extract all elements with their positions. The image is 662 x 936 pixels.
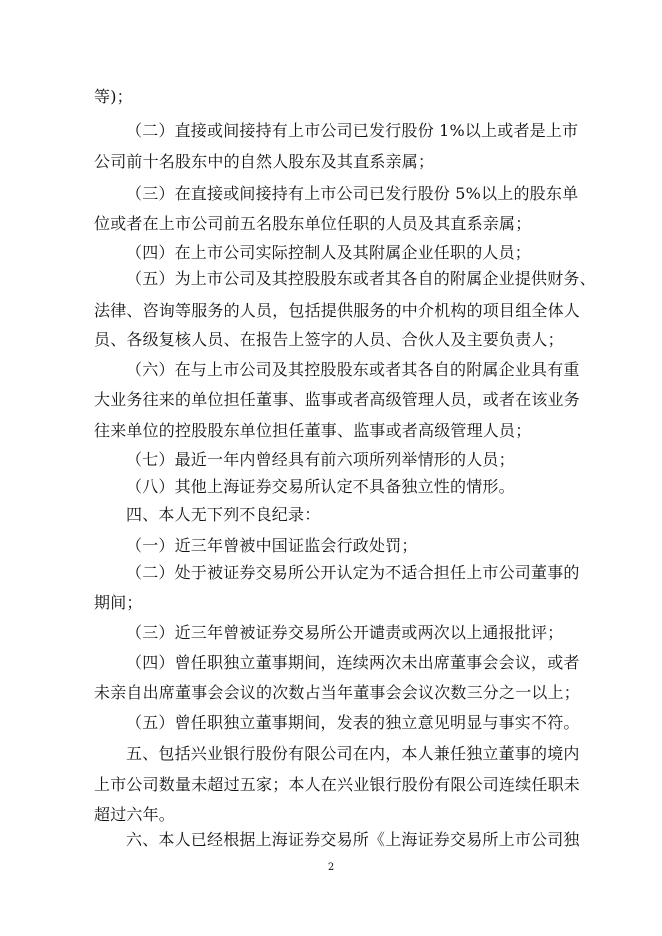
text-line: 期间； [94, 593, 143, 612]
text-line: （三）在直接或间接持有上市公司已发行股份 5%以上的股东单 [126, 184, 579, 203]
page-number: 2 [327, 862, 335, 873]
text-line: （六）在与上市公司及其控股股东或者其各自的附属企业具有重 [126, 360, 580, 379]
text-line: （三）近三年曾被证券交易所公开谴责或两次以上通报批评； [126, 623, 564, 642]
text-line: 四、本人无下列不良纪录： [126, 505, 321, 524]
text-line: （四）曾任职独立董事期间，连续两次未出席董事会会议，或者 [126, 653, 580, 672]
text-line: 六、本人已经根据上海证券交易所《上海证券交易所上市公司独 [126, 830, 580, 849]
text-line: 未亲自出席董事会会议的次数占当年董事会会议次数三分之一以上； [94, 683, 581, 702]
text-line: 五、包括兴业银行股份有限公司在内，本人兼任独立董事的境内 [126, 744, 580, 763]
text-line: （八）其他上海证券交易所认定不具备独立性的情形。 [126, 477, 515, 496]
text-line: 大业务往来的单位担任董事、监事或者高级管理人员，或者在该业务 [94, 390, 581, 409]
text-line: （四）在上市公司实际控制人及其附属企业任职的人员； [126, 243, 532, 262]
text-line: （二）处于被证券交易所公开认定为不适合担任上市公司董事的 [126, 563, 580, 582]
text-line: 公司前十名股东中的自然人股东及其直系亲属； [94, 152, 435, 171]
text-line: 法律、咨询等服务的人员，包括提供服务的中介机构的项目组全体人 [94, 301, 581, 320]
text-line: （五）为上市公司及其控股股东或者其各自的附属企业提供财务、 [126, 269, 596, 288]
text-line: （一）近三年曾被中国证监会行政处罚； [126, 536, 418, 555]
text-line: （五）曾任职独立董事期间，发表的独立意见明显与事实不符。 [126, 713, 580, 732]
text-line: 员、各级复核人员、在报告上签字的人员、合伙人及主要负责人； [94, 330, 564, 349]
text-line: 等)； [94, 87, 133, 106]
text-line: 超过六年。 [94, 805, 176, 824]
text-line: （二）直接或间接持有上市公司已发行股份 1%以上或者是上市 [126, 121, 579, 140]
text-line: 位或者在上市公司前五名股东单位任职的人员及其直系亲属； [94, 214, 532, 233]
text-line: （七）最近一年内曾经具有前六项所列举情形的人员； [126, 450, 515, 469]
text-line: 往来单位的控股股东单位担任董事、监事或者高级管理人员； [94, 421, 532, 440]
text-line: 上市公司数量未超过五家；本人在兴业银行股份有限公司连续任职未 [94, 775, 581, 794]
